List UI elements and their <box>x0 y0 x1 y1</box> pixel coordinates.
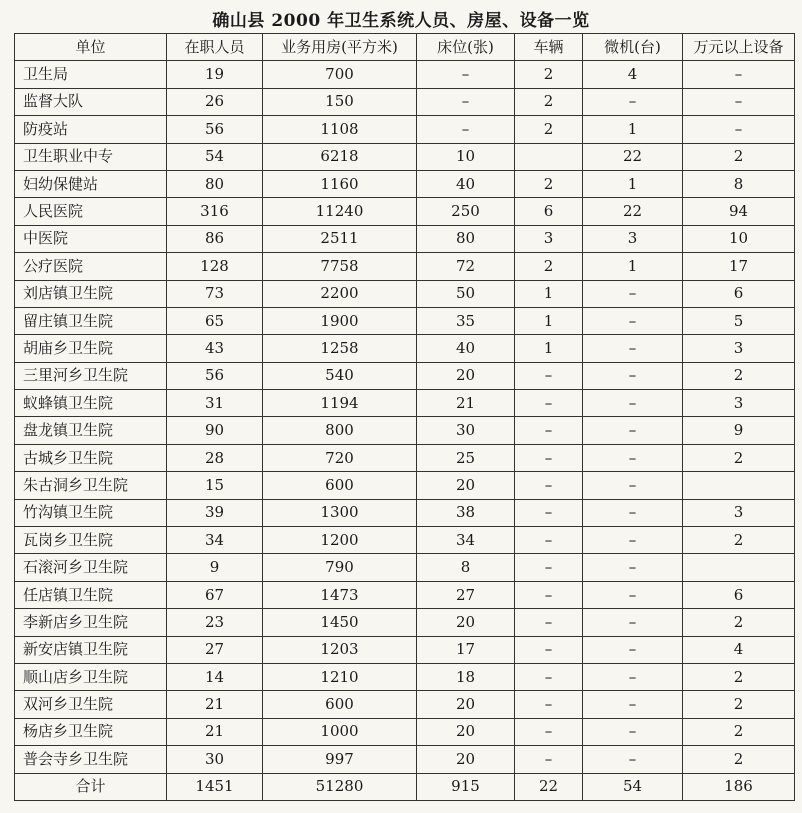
cell-vehicles: 2 <box>515 253 583 280</box>
cell-vehicles <box>515 143 583 170</box>
cell-equipment: 3 <box>683 390 795 417</box>
cell-beds: 80 <box>417 225 515 252</box>
cell-equipment: 8 <box>683 170 795 197</box>
table-row <box>15 636 795 663</box>
cell-staff: 56 <box>167 362 263 389</box>
cell-floor-area: 1258 <box>263 335 417 362</box>
table-row <box>15 390 795 417</box>
cell-computers: – <box>583 417 683 444</box>
cell-beds: 27 <box>417 581 515 608</box>
cell-equipment: 17 <box>683 253 795 280</box>
cell-floor-area: 6218 <box>263 143 417 170</box>
cell-beds: 20 <box>417 472 515 499</box>
cell-equipment: 3 <box>683 499 795 526</box>
cell-beds: 20 <box>417 362 515 389</box>
cell-staff: 15 <box>167 472 263 499</box>
cell-unit: 双河乡卫生院 <box>15 691 167 718</box>
staff-housing-equipment-table <box>14 33 795 801</box>
cell-beds: 40 <box>417 170 515 197</box>
cell-beds: 30 <box>417 417 515 444</box>
cell-equipment: 10 <box>683 225 795 252</box>
cell-staff: 43 <box>167 335 263 362</box>
cell-equipment <box>683 472 795 499</box>
cell-equipment: 5 <box>683 307 795 334</box>
table-row <box>15 581 795 608</box>
cell-equipment: 4 <box>683 636 795 663</box>
cell-unit: 竹沟镇卫生院 <box>15 499 167 526</box>
cell-floor-area: 720 <box>263 444 417 471</box>
cell-unit: 盘龙镇卫生院 <box>15 417 167 444</box>
cell-floor-area: 600 <box>263 472 417 499</box>
cell-computers: – <box>583 554 683 581</box>
cell-floor-area: 1473 <box>263 581 417 608</box>
table-row <box>15 170 795 197</box>
cell-floor-area: 1450 <box>263 609 417 636</box>
total-row <box>15 773 795 800</box>
cell-unit: 三里河乡卫生院 <box>15 362 167 389</box>
cell-staff: 65 <box>167 307 263 334</box>
cell-beds: 20 <box>417 609 515 636</box>
cell-unit: 中医院 <box>15 225 167 252</box>
total-staff: 1451 <box>167 773 263 800</box>
cell-unit: 顺山店乡卫生院 <box>15 663 167 690</box>
cell-equipment: 6 <box>683 280 795 307</box>
cell-unit: 监督大队 <box>15 88 167 115</box>
cell-beds: 20 <box>417 746 515 773</box>
table-row <box>15 527 795 554</box>
cell-staff: 316 <box>167 198 263 225</box>
cell-vehicles: – <box>515 663 583 690</box>
cell-beds: 38 <box>417 499 515 526</box>
cell-computers: – <box>583 718 683 745</box>
cell-unit: 刘店镇卫生院 <box>15 280 167 307</box>
cell-unit: 古城乡卫生院 <box>15 444 167 471</box>
cell-unit: 卫生职业中专 <box>15 143 167 170</box>
total-label: 合计 <box>15 773 167 800</box>
table-row <box>15 691 795 718</box>
cell-computers: – <box>583 362 683 389</box>
cell-unit: 杨店乡卫生院 <box>15 718 167 745</box>
cell-floor-area: 540 <box>263 362 417 389</box>
header-equipment: 万元以上设备 <box>683 34 795 61</box>
cell-floor-area: 7758 <box>263 253 417 280</box>
cell-floor-area: 600 <box>263 691 417 718</box>
table-row <box>15 61 795 88</box>
cell-beds: – <box>417 116 515 143</box>
cell-floor-area: 1200 <box>263 527 417 554</box>
cell-computers: – <box>583 499 683 526</box>
cell-floor-area: 800 <box>263 417 417 444</box>
cell-unit: 胡庙乡卫生院 <box>15 335 167 362</box>
cell-vehicles: – <box>515 636 583 663</box>
cell-vehicles: – <box>515 691 583 718</box>
cell-unit: 公疗医院 <box>15 253 167 280</box>
cell-vehicles: 1 <box>515 307 583 334</box>
cell-vehicles: 1 <box>515 335 583 362</box>
cell-beds: 25 <box>417 444 515 471</box>
page-title: 确山县 2000 年卫生系统人员、房屋、设备一览 <box>212 11 590 31</box>
cell-beds: 50 <box>417 280 515 307</box>
cell-equipment <box>683 554 795 581</box>
table-row <box>15 417 795 444</box>
header-row <box>15 34 795 61</box>
cell-computers: – <box>583 663 683 690</box>
cell-floor-area: 2200 <box>263 280 417 307</box>
cell-floor-area: 1108 <box>263 116 417 143</box>
cell-floor-area: 1300 <box>263 499 417 526</box>
cell-computers: 1 <box>583 253 683 280</box>
cell-equipment: – <box>683 88 795 115</box>
header-floor-area: 业务用房(平方米) <box>263 34 417 61</box>
cell-floor-area: 1000 <box>263 718 417 745</box>
total-vehicles: 22 <box>515 773 583 800</box>
header-vehicles: 车辆 <box>515 34 583 61</box>
cell-beds: 72 <box>417 253 515 280</box>
table-row <box>15 198 795 225</box>
cell-computers: 22 <box>583 198 683 225</box>
table-row <box>15 116 795 143</box>
cell-vehicles: 1 <box>515 280 583 307</box>
cell-computers: – <box>583 280 683 307</box>
cell-beds: – <box>417 88 515 115</box>
cell-unit: 朱古洞乡卫生院 <box>15 472 167 499</box>
cell-unit: 妇幼保健站 <box>15 170 167 197</box>
cell-staff: 56 <box>167 116 263 143</box>
cell-floor-area: 790 <box>263 554 417 581</box>
cell-computers: 22 <box>583 143 683 170</box>
cell-vehicles: – <box>515 390 583 417</box>
cell-staff: 19 <box>167 61 263 88</box>
cell-equipment: 2 <box>683 691 795 718</box>
cell-staff: 80 <box>167 170 263 197</box>
cell-staff: 21 <box>167 718 263 745</box>
cell-vehicles: 2 <box>515 88 583 115</box>
cell-beds: 34 <box>417 527 515 554</box>
cell-floor-area: 997 <box>263 746 417 773</box>
cell-computers: 3 <box>583 225 683 252</box>
cell-unit: 留庄镇卫生院 <box>15 307 167 334</box>
cell-beds: 40 <box>417 335 515 362</box>
cell-computers: 1 <box>583 116 683 143</box>
cell-staff: 9 <box>167 554 263 581</box>
cell-floor-area: 1160 <box>263 170 417 197</box>
cell-vehicles: 6 <box>515 198 583 225</box>
cell-staff: 39 <box>167 499 263 526</box>
cell-unit: 人民医院 <box>15 198 167 225</box>
cell-staff: 27 <box>167 636 263 663</box>
cell-unit: 任店镇卫生院 <box>15 581 167 608</box>
cell-equipment: 6 <box>683 581 795 608</box>
cell-beds: 18 <box>417 663 515 690</box>
cell-computers: – <box>583 691 683 718</box>
table-row <box>15 88 795 115</box>
total-equipment: 186 <box>683 773 795 800</box>
cell-staff: 31 <box>167 390 263 417</box>
table-row <box>15 280 795 307</box>
cell-vehicles: – <box>515 472 583 499</box>
total-floor-area: 51280 <box>263 773 417 800</box>
cell-computers: – <box>583 444 683 471</box>
cell-vehicles: – <box>515 417 583 444</box>
cell-floor-area: 700 <box>263 61 417 88</box>
cell-floor-area: 1900 <box>263 307 417 334</box>
cell-unit: 卫生局 <box>15 61 167 88</box>
table-row <box>15 335 795 362</box>
cell-vehicles: – <box>515 554 583 581</box>
table-row <box>15 444 795 471</box>
cell-beds: 10 <box>417 143 515 170</box>
cell-vehicles: – <box>515 499 583 526</box>
cell-beds: 35 <box>417 307 515 334</box>
cell-computers: – <box>583 472 683 499</box>
cell-floor-area: 1194 <box>263 390 417 417</box>
cell-vehicles: 3 <box>515 225 583 252</box>
cell-unit: 防疫站 <box>15 116 167 143</box>
cell-floor-area: 2511 <box>263 225 417 252</box>
cell-computers: – <box>583 307 683 334</box>
cell-vehicles: – <box>515 746 583 773</box>
table-row <box>15 718 795 745</box>
cell-computers: – <box>583 609 683 636</box>
cell-staff: 73 <box>167 280 263 307</box>
cell-vehicles: – <box>515 609 583 636</box>
cell-beds: 8 <box>417 554 515 581</box>
cell-equipment: – <box>683 116 795 143</box>
cell-unit: 蚁蜂镇卫生院 <box>15 390 167 417</box>
table-row <box>15 609 795 636</box>
cell-staff: 128 <box>167 253 263 280</box>
cell-beds: 21 <box>417 390 515 417</box>
cell-beds: 250 <box>417 198 515 225</box>
cell-equipment: 2 <box>683 444 795 471</box>
cell-equipment: – <box>683 61 795 88</box>
cell-staff: 21 <box>167 691 263 718</box>
table-row <box>15 253 795 280</box>
cell-staff: 23 <box>167 609 263 636</box>
header-staff: 在职人员 <box>167 34 263 61</box>
cell-beds: – <box>417 61 515 88</box>
cell-vehicles: – <box>515 527 583 554</box>
cell-equipment: 94 <box>683 198 795 225</box>
cell-vehicles: – <box>515 718 583 745</box>
cell-computers: – <box>583 636 683 663</box>
cell-staff: 26 <box>167 88 263 115</box>
cell-equipment: 2 <box>683 362 795 389</box>
table-body <box>15 61 795 773</box>
cell-computers: 4 <box>583 61 683 88</box>
cell-unit: 石滚河乡卫生院 <box>15 554 167 581</box>
cell-floor-area: 11240 <box>263 198 417 225</box>
cell-computers: – <box>583 335 683 362</box>
cell-staff: 30 <box>167 746 263 773</box>
table-row <box>15 472 795 499</box>
header-computers: 微机(台) <box>583 34 683 61</box>
cell-vehicles: – <box>515 581 583 608</box>
cell-unit: 新安店镇卫生院 <box>15 636 167 663</box>
cell-staff: 67 <box>167 581 263 608</box>
cell-equipment: 3 <box>683 335 795 362</box>
cell-staff: 90 <box>167 417 263 444</box>
table-row <box>15 225 795 252</box>
cell-vehicles: 2 <box>515 61 583 88</box>
cell-unit: 瓦岗乡卫生院 <box>15 527 167 554</box>
cell-computers: – <box>583 88 683 115</box>
header-beds: 床位(张) <box>417 34 515 61</box>
cell-equipment: 2 <box>683 746 795 773</box>
table-row <box>15 143 795 170</box>
cell-beds: 20 <box>417 691 515 718</box>
table-row <box>15 554 795 581</box>
table-row <box>15 307 795 334</box>
cell-computers: – <box>583 527 683 554</box>
cell-computers: – <box>583 746 683 773</box>
cell-computers: – <box>583 390 683 417</box>
cell-vehicles: – <box>515 362 583 389</box>
cell-vehicles: – <box>515 444 583 471</box>
cell-equipment: 2 <box>683 663 795 690</box>
cell-staff: 34 <box>167 527 263 554</box>
cell-staff: 86 <box>167 225 263 252</box>
cell-vehicles: 2 <box>515 116 583 143</box>
cell-beds: 20 <box>417 718 515 745</box>
cell-staff: 28 <box>167 444 263 471</box>
table-row <box>15 499 795 526</box>
cell-floor-area: 1203 <box>263 636 417 663</box>
cell-floor-area: 150 <box>263 88 417 115</box>
cell-staff: 14 <box>167 663 263 690</box>
cell-unit: 普会寺乡卫生院 <box>15 746 167 773</box>
table-row <box>15 663 795 690</box>
table-row <box>15 746 795 773</box>
cell-unit: 李新店乡卫生院 <box>15 609 167 636</box>
cell-staff: 54 <box>167 143 263 170</box>
cell-equipment: 9 <box>683 417 795 444</box>
cell-computers: – <box>583 581 683 608</box>
cell-computers: 1 <box>583 170 683 197</box>
total-computers: 54 <box>583 773 683 800</box>
cell-beds: 17 <box>417 636 515 663</box>
cell-vehicles: 2 <box>515 170 583 197</box>
cell-equipment: 2 <box>683 527 795 554</box>
cell-floor-area: 1210 <box>263 663 417 690</box>
cell-equipment: 2 <box>683 718 795 745</box>
cell-equipment: 2 <box>683 143 795 170</box>
header-unit: 单位 <box>15 34 167 61</box>
total-beds: 915 <box>417 773 515 800</box>
table-row <box>15 362 795 389</box>
cell-equipment: 2 <box>683 609 795 636</box>
